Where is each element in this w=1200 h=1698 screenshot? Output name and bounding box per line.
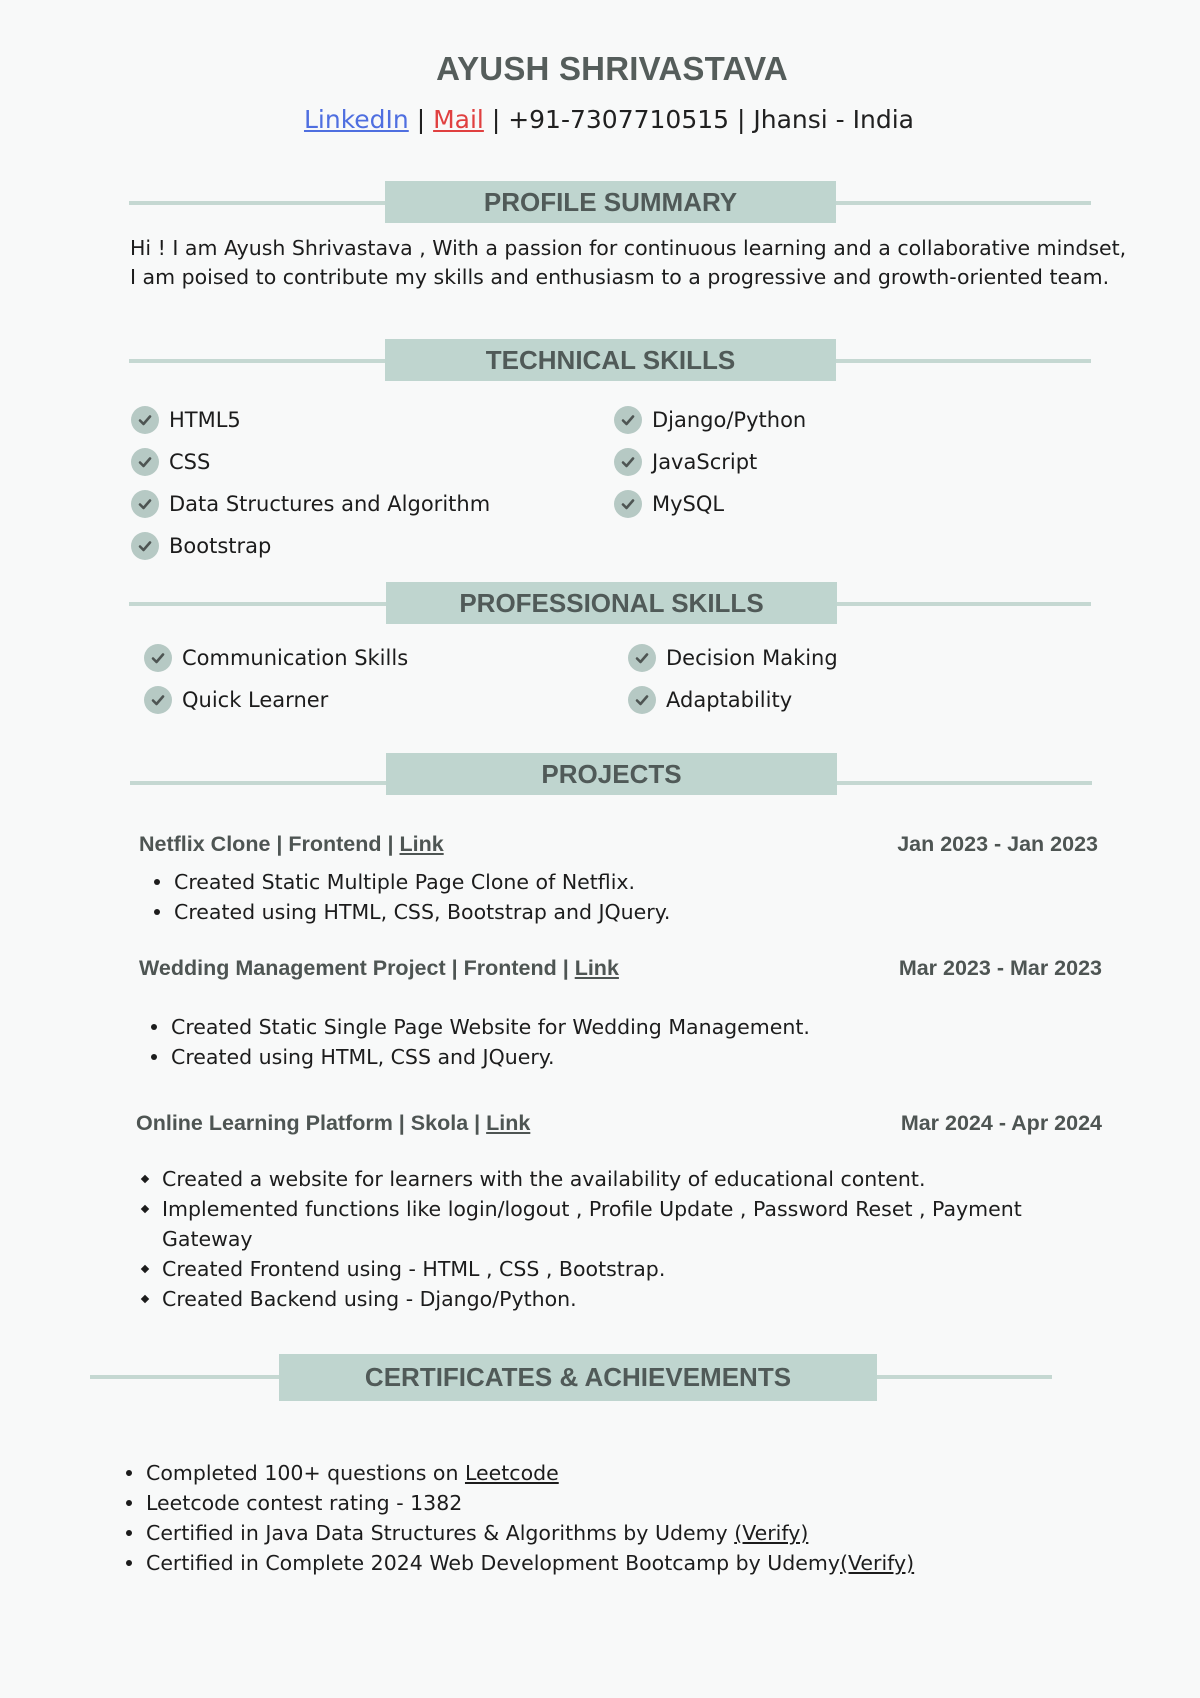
phone-number: +91-7307710515 bbox=[508, 105, 730, 134]
list-item: Created using HTML, CSS, Bootstrap and JQuery. bbox=[150, 897, 670, 927]
skill-item bbox=[144, 643, 408, 673]
skill-label: Quick Learner bbox=[182, 688, 329, 712]
linkedin-link[interactable]: LinkedIn bbox=[303, 105, 409, 134]
verify-link[interactable]: (Verify) bbox=[840, 1551, 915, 1575]
location: Jhansi - India bbox=[753, 105, 914, 134]
summary-line-1: Hi ! I am Ayush Shrivastava , With a passion for continuous learning and a collaborative mindset, bbox=[130, 236, 1127, 260]
skill-item bbox=[131, 405, 241, 435]
skill-label: MySQL bbox=[652, 492, 725, 516]
skill-label: HTML5 bbox=[169, 408, 241, 432]
summary-line-2: I am poised to contribute my skills and enthusiasm to a progressive and growth-oriented team. bbox=[130, 265, 1110, 289]
section-heading-technical-skills: TECHNICAL SKILLS bbox=[385, 339, 836, 381]
mail-link[interactable]: Mail bbox=[433, 105, 484, 134]
skill-label: Communication Skills bbox=[182, 646, 409, 670]
contact-line bbox=[0, 105, 1200, 134]
project-bullets bbox=[147, 1012, 810, 1072]
project-title bbox=[139, 956, 619, 981]
skill-item bbox=[614, 447, 757, 477]
skill-item bbox=[628, 685, 792, 715]
skill-label: JavaScript bbox=[652, 450, 758, 474]
list-item: Certified in Complete 2024 Web Development Bootcamp by Udemy(Verify) bbox=[122, 1548, 914, 1578]
list-item: Created Static Single Page Website for Wedding Management. bbox=[147, 1012, 810, 1042]
skill-item bbox=[131, 489, 490, 519]
checkmark-circle-icon bbox=[144, 644, 172, 672]
project-date: Jan 2023 - Jan 2023 bbox=[897, 832, 1098, 856]
project-title-text: Wedding Management Project | Frontend | bbox=[139, 956, 575, 980]
leetcode-link[interactable]: Leetcode bbox=[464, 1461, 559, 1485]
contact-separator: | bbox=[729, 105, 754, 134]
checkmark-circle-icon bbox=[131, 448, 159, 476]
checkmark-circle-icon bbox=[628, 686, 656, 714]
project-link[interactable]: Link bbox=[574, 956, 619, 980]
project-title-text: Online Learning Platform | Skola | bbox=[136, 1111, 487, 1135]
project-title bbox=[136, 1111, 530, 1136]
checkmark-circle-icon bbox=[144, 686, 172, 714]
project-bullets bbox=[150, 867, 670, 927]
contact-separator: | bbox=[408, 105, 434, 134]
skill-item bbox=[131, 447, 210, 477]
project-link[interactable]: Link bbox=[486, 1111, 531, 1135]
section-heading-projects: PROJECTS bbox=[386, 753, 837, 795]
list-item-continuation: Gateway bbox=[162, 1227, 253, 1251]
list-item: Created Backend using - Django/Python. bbox=[138, 1284, 1022, 1314]
skill-item bbox=[144, 685, 328, 715]
project-link[interactable]: Link bbox=[399, 832, 444, 856]
list-item: Completed 100+ questions on Leetcode bbox=[122, 1458, 914, 1488]
skill-label: Decision Making bbox=[666, 646, 838, 670]
section-heading-professional-skills: PROFESSIONAL SKILLS bbox=[386, 582, 837, 624]
contact-separator: | bbox=[483, 105, 509, 134]
skill-item bbox=[131, 531, 271, 561]
project-title bbox=[139, 832, 444, 857]
list-item: Created a website for learners with the availability of educational content. bbox=[138, 1164, 1022, 1194]
checkmark-circle-icon bbox=[614, 490, 642, 518]
section-heading-profile-summary: PROFILE SUMMARY bbox=[385, 181, 836, 223]
checkmark-circle-icon bbox=[131, 532, 159, 560]
section-heading-certificates: CERTIFICATES & ACHIEVEMENTS bbox=[279, 1354, 877, 1401]
list-item: Leetcode contest rating - 1382 bbox=[122, 1488, 914, 1518]
skill-label: Adaptability bbox=[666, 688, 793, 712]
skill-item bbox=[614, 489, 724, 519]
list-item: Created using HTML, CSS and JQuery. bbox=[147, 1042, 810, 1072]
skill-label: Django/Python bbox=[652, 408, 807, 432]
list-item: Created Static Multiple Page Clone of Netflix. bbox=[150, 867, 670, 897]
skill-label: Bootstrap bbox=[169, 534, 272, 558]
skill-label: CSS bbox=[169, 450, 211, 474]
verify-link[interactable]: (Verify) bbox=[734, 1521, 809, 1545]
candidate-name: AYUSH SHRIVASTAVA bbox=[436, 50, 788, 87]
checkmark-circle-icon bbox=[131, 490, 159, 518]
project-date: Mar 2024 - Apr 2024 bbox=[900, 1111, 1102, 1135]
checkmark-circle-icon bbox=[614, 448, 642, 476]
list-item: Certified in Java Data Structures & Algorithms by Udemy (Verify) bbox=[122, 1518, 914, 1548]
skill-item bbox=[614, 405, 806, 435]
project-date: Mar 2023 - Mar 2023 bbox=[898, 956, 1102, 980]
checkmark-circle-icon bbox=[614, 406, 642, 434]
skill-item bbox=[628, 643, 838, 673]
list-item: Created Frontend using - HTML , CSS , Bootstrap. bbox=[138, 1254, 1022, 1284]
certificate-list bbox=[122, 1458, 914, 1578]
list-item: Implemented functions like login/logout , Profile Update , Password Reset , Payment bbox=[138, 1194, 1022, 1224]
skill-label: Data Structures and Algorithm bbox=[169, 492, 491, 516]
checkmark-circle-icon bbox=[628, 644, 656, 672]
project-title-text: Netflix Clone | Frontend | bbox=[139, 832, 400, 856]
checkmark-circle-icon bbox=[131, 406, 159, 434]
project-bullets bbox=[138, 1164, 1022, 1314]
